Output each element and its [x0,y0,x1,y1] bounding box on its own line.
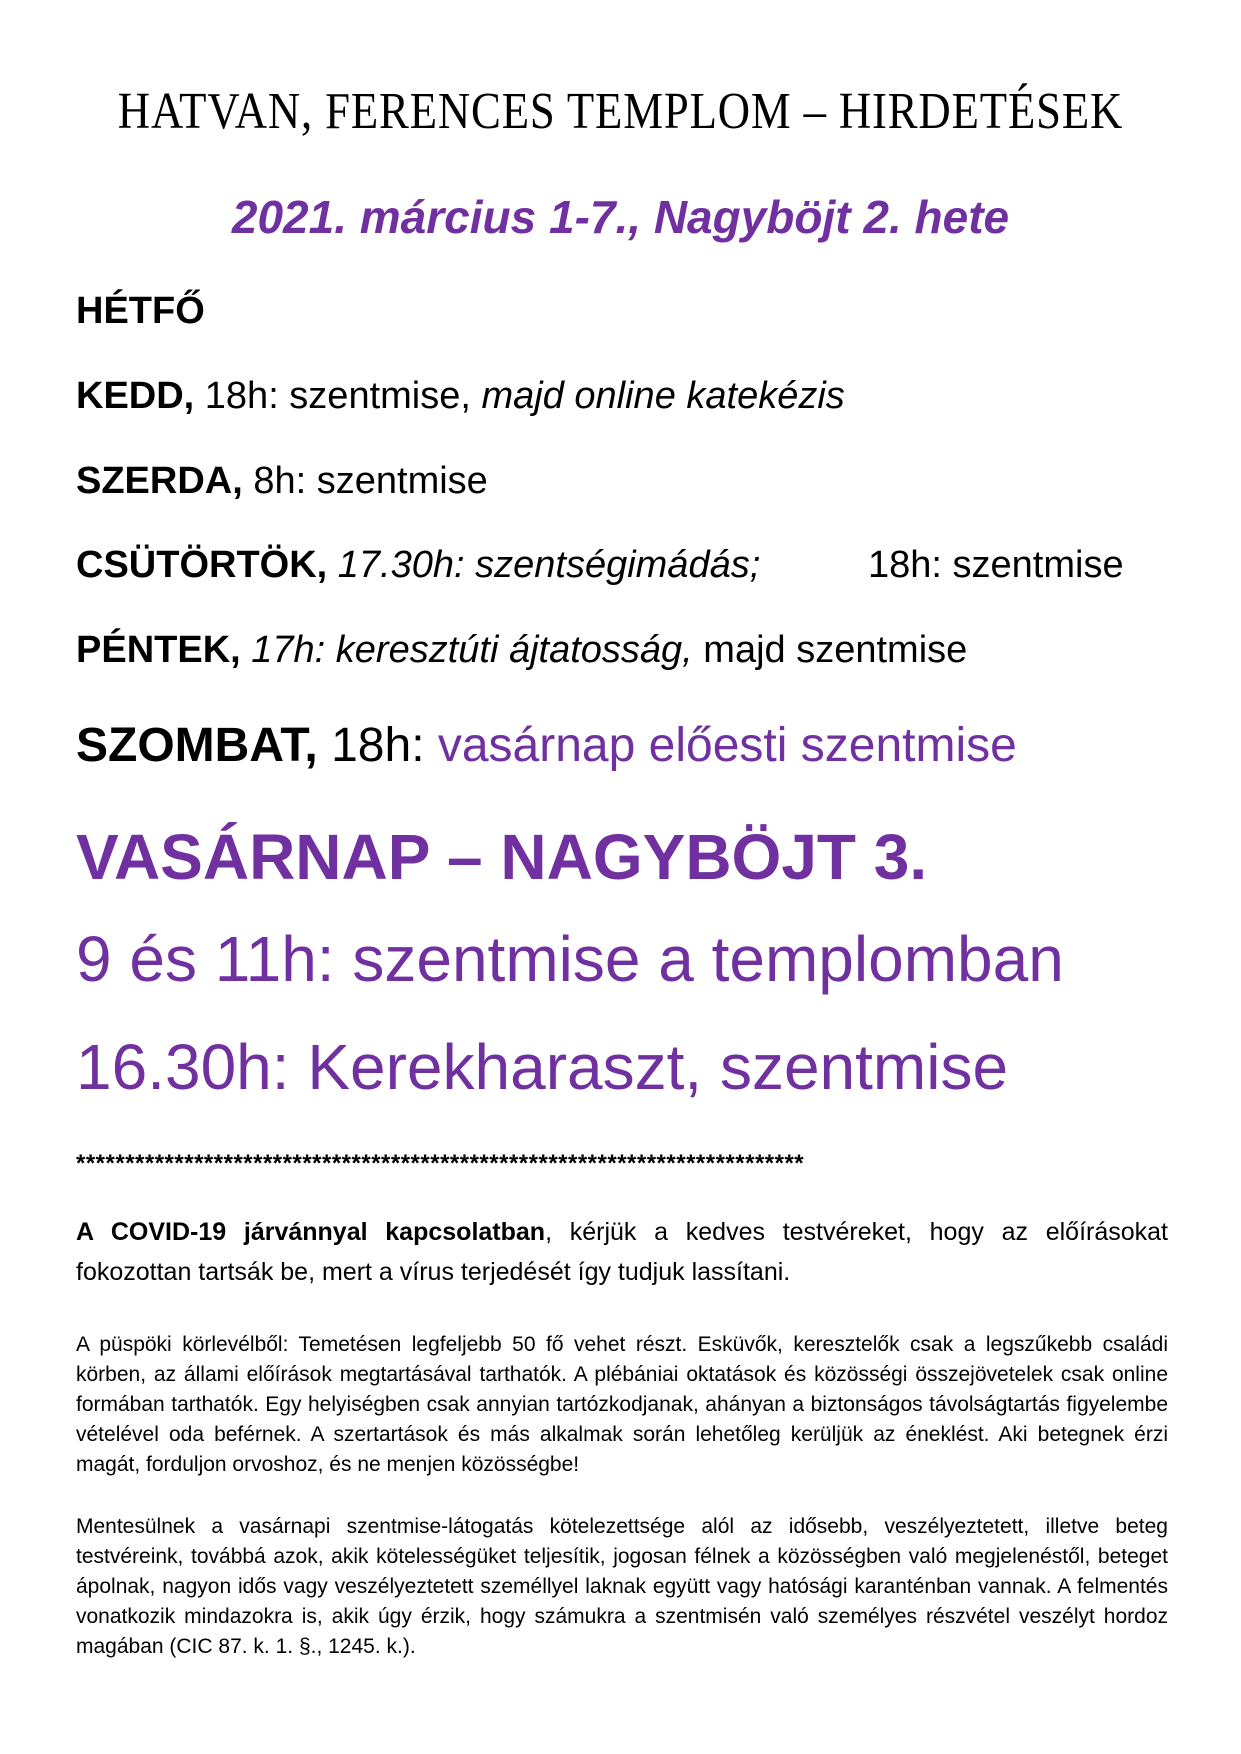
sunday-title: VASÁRNAP – NAGYBÖJT 3. [76,821,928,893]
tuesday-text: 18h: szentmise, [194,375,482,417]
schedule-monday [76,290,205,333]
sunday-line-2: 16.30h: Kerekharaszt, szentmise [76,1031,1009,1103]
saturday-text: 18h: [317,719,438,772]
covid-text: , kérjük a kedves testvéreket, hogy az előírásokat fokozottan tartsák be, mert a vírus terjedését így tudjuk lassítani. [76,1218,1168,1286]
thursday-italic: 17.30h: szentségimádás; [327,544,761,586]
schedule-wednesday [76,460,488,503]
schedule-friday [76,629,967,672]
friday-italic: 17h: keresztúti ájtatosság, [240,629,693,671]
letter-paragraph-2: Mentesülnek a vasárnapi szentmise-látogatás kötelezettsége alól az idősebb, veszélyeztetett, illetve beteg testvéreink, továbbá azok, akik kötelességüket teljesítik, jogosan félnek a közösségben való megjelenéstől, beteget ápolnak, nagyon idős vagy veszélyeztetett személlyel laknak együtt vagy hatósági karanténban vannak. A felmentés vonatkozik mindazokra is, akik úgy érzik, hogy számukra a szentmisén való személyes részvétel veszélyt hordoz magában (CIC 87. k. 1. §., 1245. k.). [76,1515,1168,1658]
saturday-purple: vasárnap előesti szentmise [437,719,1017,772]
day-label-friday: PÉNTEK, [76,629,241,671]
day-label-tuesday: KEDD, [76,375,195,417]
covid-bold: A COVID-19 járvánnyal kapcsolatban [76,1218,546,1246]
schedule-thursday [76,544,760,587]
page-title: HATVAN, FERENCES TEMPLOM – HIRDETÉSEK [117,83,1124,140]
sunday-line-1: 9 és 11h: szentmise a templomban [76,923,1064,995]
wednesday-text: 8h: szentmise [242,460,488,502]
day-label-monday: HÉTFŐ [76,290,205,332]
schedule-tuesday [76,375,845,418]
tuesday-italic: majd online katekézis [481,375,845,417]
friday-text: majd szentmise [692,629,968,671]
day-label-wednesday: SZERDA, [76,460,243,502]
week-subtitle: 2021. március 1-7., Nagyböjt 2. hete [231,191,1010,243]
day-label-thursday: CSÜTÖRTÖK, [76,544,328,586]
letter-paragraph-1: A püspöki körlevélből: Temetésen legfeljebb 50 fő vehet részt. Esküvők, keresztelők csak a legszűkebb családi körben, az állami előírások megtartásával tarthatók. A plébániai oktatások és közösségi összejövetelek csak online formában tarthatók. Egy helyiségben csak annyian tartózkodjanak, ahányan a biztonságos távolságtartás figyelembe vételével oda beférnek. A szertartások és más alkalmak során lehetőleg kerüljük az éneklést. Aki betegnek érzi magát, forduljon orvoshoz, és ne menjen közösségbe! [76,1333,1168,1476]
day-label-saturday: SZOMBAT, [76,719,318,772]
covid-notice [76,1212,1168,1292]
thursday-mass: 18h: szentmise [868,544,1124,586]
schedule-saturday [76,718,1017,773]
separator: ************************************************************************** [76,1150,805,1177]
